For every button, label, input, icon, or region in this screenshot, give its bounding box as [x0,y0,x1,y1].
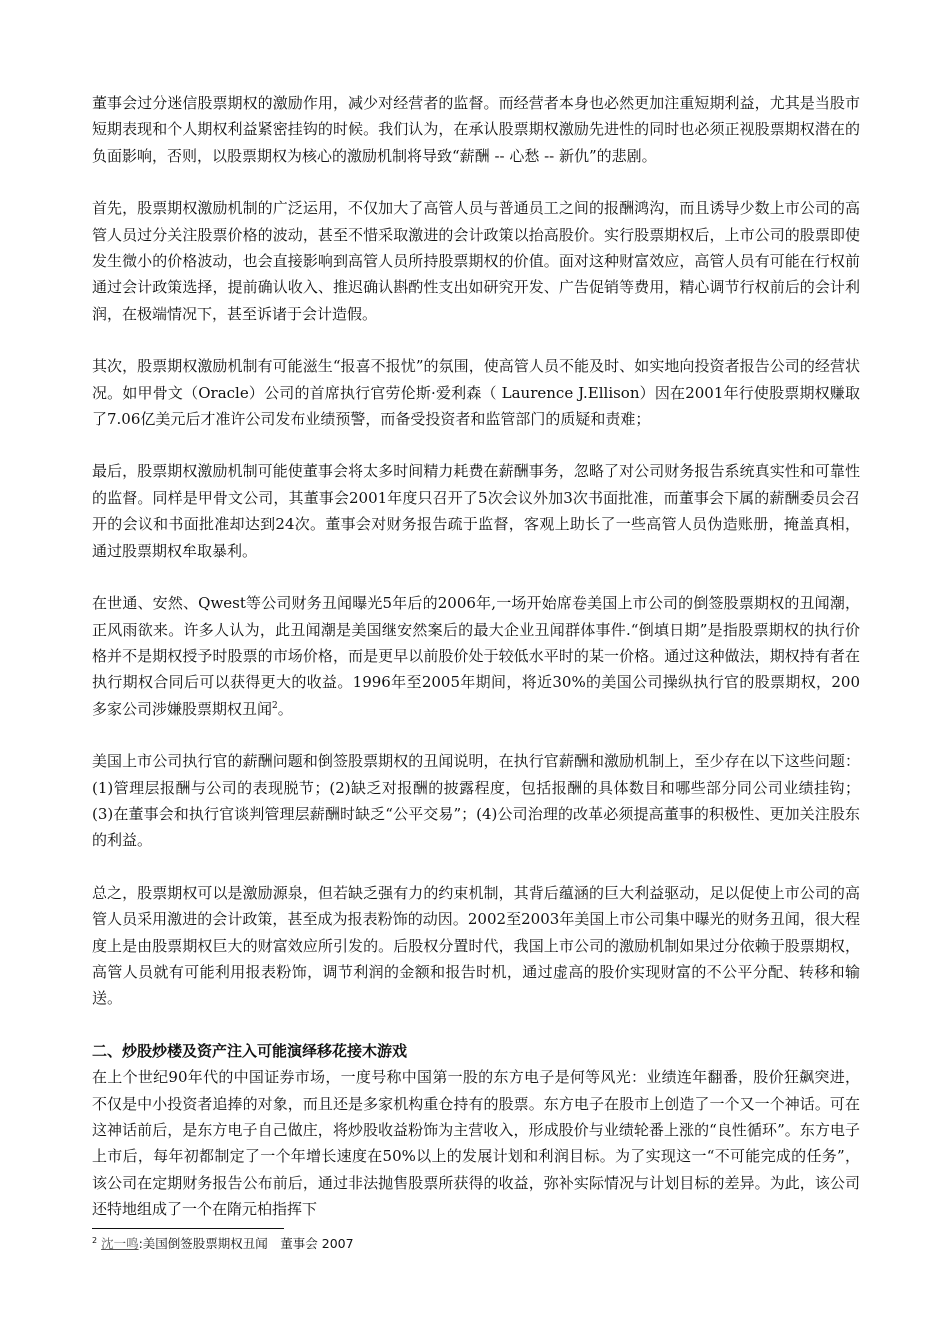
paragraph-3: 其次，股票期权激励机制有可能滋生“报喜不报忧”的氛围，使高管人员不能及时、如实地向投资者报告公司的经营状况。如甲骨文（Oracle）公司的首席执行官劳伦斯·爱利森（ Laurence J.Ellison）因在2001年行使股票期权赚取了7.06亿美元后才准许公司发布业绩预警，而备受投资者和监管部门的质疑和责难； [92,357,860,429]
paragraph-5 [92,590,860,722]
section-paragraph: 在上个世纪90年代的中国证券市场，一度号称中国第一股的东方电子是何等风光：业绩连年翻番，股价狂飙突进，不仅是中小投资者追捧的对象，而且还是多家机构重仓持有的股票。东方电子在股市上创造了一个又一个神话。可在这神话前后，是东方电子自己做庄，将炒股收益粉饰为主营收入，形成股价与业绩轮番上涨的“良性循环”。东方电子上市后，每年初都制定了一个年增长速度在50%以上的发展计划和利润目标。为了实现这一“不可能完成的任务”，该公司在定期财务报告公布前后，通过非法抛售股票所获得的收益，弥补实际情况与计划目标的差异。为此，该公司还特地组成了一个在隋元柏指挥下 [92,1068,860,1219]
paragraph-5-text: 在世通、安然、Qwest等公司财务丑闻曝光5年后的2006年,一场开始席卷美国上市公司的倒签股票期权的丑闻潮，正风雨欲来。许多人认为，此丑闻潮是美国继安然案后的最大企业丑闻群体事件.“倒填日期”是指股票期权的执行价格并不是期权授予时股票的市场价格，而是更早以前股价处于较低水平时的某一价格。通过这种做法，期权持有者在执行期权合同后可以获得更大的收益。1996年至2005年期间，将近30%的美国公司操纵执行官的股票期权，200多家公司涉嫌股票期权丑闻 [92,594,860,718]
footnote-author-link[interactable]: 沈一鸣 [101,1236,139,1251]
document-body [92,90,860,1223]
paragraph-1: 董事会过分迷信股票期权的激励作用，减少对经营者的监督。而经营者本身也必然更加注重短期利益，尤其是当股市短期表现和个人期权利益紧密挂钩的时候。我们认为，在承认股票期权激励先进性的同时也必须正视股票期权潜在的负面影响，否则，以股票期权为核心的激励机制将导致“薪酬 -- 心愁 -- 新仇”的悲剧。 [92,94,860,165]
footnote-text: :美国倒签股票期权丑闻 董事会 2007 [138,1236,354,1251]
paragraph-5-end: 。 [277,699,293,718]
paragraph-4: 最后，股票期权激励机制可能使董事会将太多时间精力耗费在薪酬事务，忽略了对公司财务报告系统真实性和可靠性的监督。同样是甲骨文公司，其董事会2001年度只召开了5次会议外加3次书面批准，而董事会下属的薪酬委员会召开的会议和书面批准却达到24次。董事会对财务报告疏于监督，客观上助长了一些高管人员伪造账册，掩盖真相，通过股票期权牟取暴利。 [92,462,860,560]
paragraph-2: 首先，股票期权激励机制的广泛运用，不仅加大了高管人员与普通员工之间的报酬鸿沟，而且诱导少数上市公司的高管人员过分关注股票价格的波动，甚至不惜采取激进的会计政策以抬高股价。实行股票期权后，上市公司的股票即使发生微小的价格波动，也会直接影响到高管人员所持股票期权的价值。面对这种财富效应，高管人员有可能在行权前通过会计政策选择，提前确认收入、推迟确认斟酌性支出如研究开发、广告促销等费用，精心调节行权前后的会计利润，在极端情况下，甚至诉诸于会计造假。 [92,199,860,323]
footnote [92,1235,860,1253]
paragraph-6: 美国上市公司执行官的薪酬问题和倒签股票期权的丑闻说明，在执行官薪酬和激励机制上，至少存在以下这些问题：(1)管理层报酬与公司的表现脱节；(2)缺乏对报酬的披露程度，包括报酬的具体数目和哪些部分同公司业绩挂钩；(3)在董事会和执行官谈判管理层薪酬时缺乏“公平交易”；(4)公司治理的改革必须提高董事的积极性、更加关注股东的利益。 [92,752,860,850]
paragraph-7: 总之，股票期权可以是激励源泉，但若缺乏强有力的约束机制，其背后蕴涵的巨大利益驱动，足以促使上市公司的高管人员采用激进的会计政策，甚至成为报表粉饰的动因。2002至2003年美国上市公司集中曝光的财务丑闻，很大程度上是由股票期权巨大的财富效应所引发的。后股权分置时代，我国上市公司的激励机制如果过分依赖于股票期权，高管人员就有可能利用报表粉饰，调节利润的金额和报告时机，通过虚高的股价实现财富的不公平分配、转移和输送。 [92,883,860,1008]
footnote-mark: 2 [92,1235,98,1245]
section-heading: 二、炒股炒楼及资产注入可能演绎移花接木游戏 [92,1041,408,1060]
footnote-divider [92,1228,284,1229]
footnote-reference[interactable]: 2 [272,700,278,711]
